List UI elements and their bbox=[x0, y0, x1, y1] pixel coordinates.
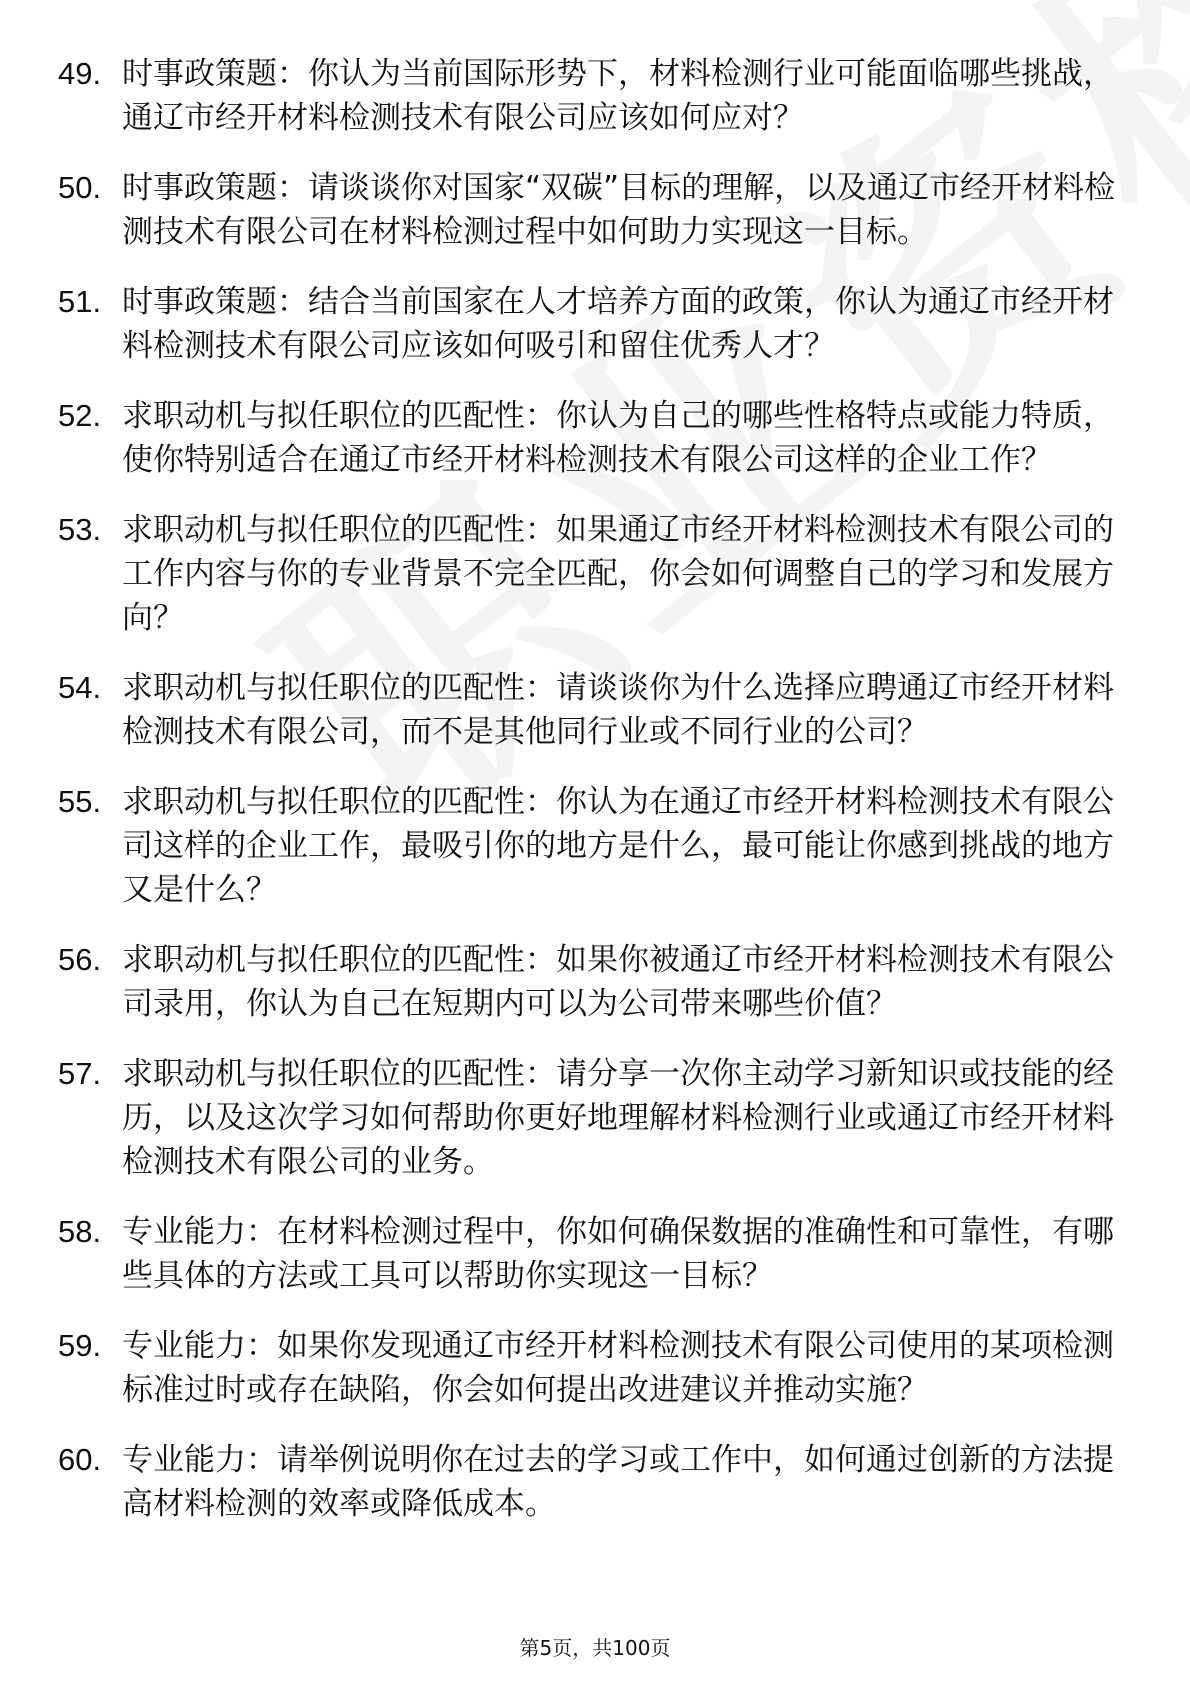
question-number: 49. bbox=[58, 56, 102, 91]
question-number: 55. bbox=[58, 784, 102, 819]
question-text: 求职动机与拟任职位的匹配性：如果你被通辽市经开材料检测技术有限公司录用，你认为自己在短期内可以为公司带来哪些价值？ bbox=[122, 942, 1114, 1022]
question-text: 时事政策题：结合当前国家在人才培养方面的政策，你认为通辽市经开材料检测技术有限公司应该如何吸引和留住优秀人才？ bbox=[122, 284, 1114, 364]
question-text: 专业能力：在材料检测过程中，你如何确保数据的准确性和可靠性，有哪些具体的方法或工具可以帮助你实现这一目标？ bbox=[122, 1214, 1114, 1294]
question-item-56 bbox=[58, 938, 1118, 1026]
question-list bbox=[58, 52, 1118, 1552]
question-item-51 bbox=[58, 280, 1118, 368]
page-footer: 第5页，共100页 bbox=[519, 1636, 671, 1660]
question-number: 54. bbox=[58, 670, 102, 705]
question-item-54 bbox=[58, 666, 1118, 754]
question-number: 52. bbox=[58, 398, 102, 433]
question-item-58 bbox=[58, 1210, 1118, 1298]
question-number: 60. bbox=[58, 1442, 102, 1477]
question-number: 53. bbox=[58, 512, 102, 547]
question-number: 57. bbox=[58, 1056, 102, 1091]
question-item-60 bbox=[58, 1438, 1118, 1526]
question-item-52 bbox=[58, 394, 1118, 482]
question-text: 时事政策题：你认为当前国际形势下，材料检测行业可能面临哪些挑战，通辽市经开材料检测技术有限公司应该如何应对？ bbox=[122, 56, 1114, 136]
question-text: 时事政策题：请谈谈你对国家“双碳”目标的理解，以及通辽市经开材料检测技术有限公司在材料检测过程中如何助力实现这一目标。 bbox=[122, 170, 1116, 250]
question-text: 求职动机与拟任职位的匹配性：请谈谈你为什么选择应聘通辽市经开材料检测技术有限公司，而不是其他同行业或不同行业的公司？ bbox=[122, 670, 1114, 750]
question-item-57 bbox=[58, 1052, 1118, 1184]
question-text: 求职动机与拟任职位的匹配性：请分享一次你主动学习新知识或技能的经历，以及这次学习如何帮助你更好地理解材料检测行业或通辽市经开材料检测技术有限公司的业务。 bbox=[122, 1056, 1114, 1180]
question-text: 专业能力：如果你发现通辽市经开材料检测技术有限公司使用的某项检测标准过时或存在缺陷，你会如何提出改进建议并推动实施？ bbox=[122, 1328, 1114, 1408]
question-text: 求职动机与拟任职位的匹配性：你认为自己的哪些性格特点或能力特质，使你特别适合在通辽市经开材料检测技术有限公司这样的企业工作？ bbox=[122, 398, 1114, 478]
question-text: 专业能力：请举例说明你在过去的学习或工作中，如何通过创新的方法提高材料检测的效率或降低成本。 bbox=[122, 1442, 1114, 1522]
question-item-59 bbox=[58, 1324, 1118, 1412]
question-number: 50. bbox=[58, 170, 102, 205]
question-item-50 bbox=[58, 166, 1118, 254]
question-item-49 bbox=[58, 52, 1118, 140]
question-number: 51. bbox=[58, 284, 102, 319]
question-text: 求职动机与拟任职位的匹配性：如果通辽市经开材料检测技术有限公司的工作内容与你的专业背景不完全匹配，你会如何调整自己的学习和发展方向？ bbox=[122, 512, 1114, 636]
question-text: 求职动机与拟任职位的匹配性：你认为在通辽市经开材料检测技术有限公司这样的企业工作，最吸引你的地方是什么，最可能让你感到挑战的地方又是什么？ bbox=[122, 784, 1114, 908]
question-item-55 bbox=[58, 780, 1118, 912]
question-number: 56. bbox=[58, 942, 102, 977]
question-item-53 bbox=[58, 508, 1118, 640]
question-number: 59. bbox=[58, 1328, 102, 1363]
question-number: 58. bbox=[58, 1214, 102, 1249]
